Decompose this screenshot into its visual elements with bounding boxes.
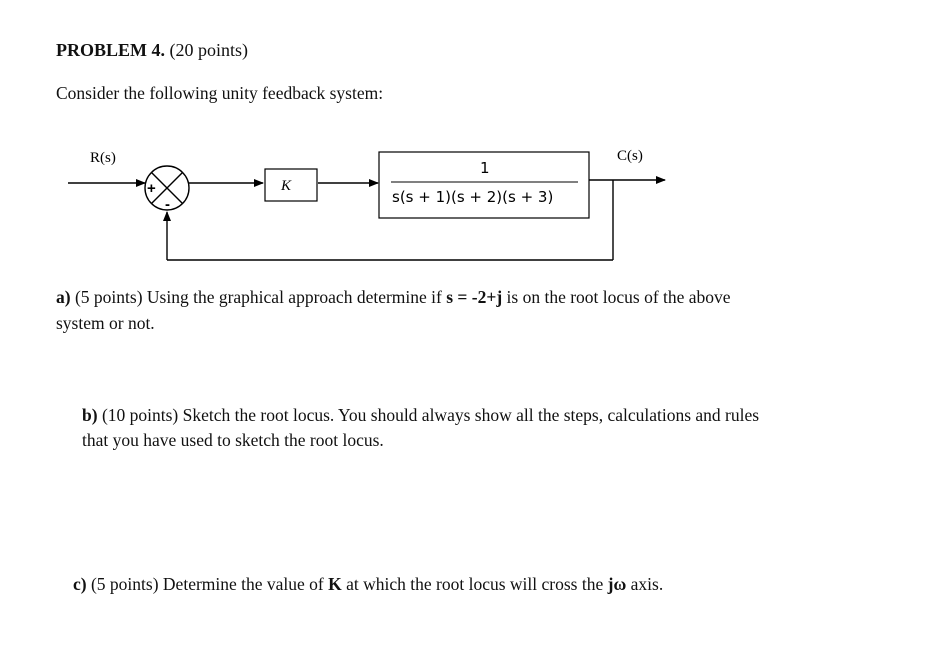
- plant-numerator: 1: [480, 159, 490, 177]
- part-a-value: s = -2+j: [446, 287, 503, 307]
- gain-label: K: [281, 178, 292, 194]
- part-c-text-3: axis.: [626, 574, 664, 594]
- part-c-label: c): [73, 574, 87, 594]
- part-a-line-1: [56, 287, 731, 308]
- plus-sign: +: [147, 180, 156, 197]
- problem-label: PROBLEM 4.: [56, 40, 166, 60]
- part-a-text-1: (5 points) Using the graphical approach determine if: [70, 287, 447, 307]
- problem-points: (20 points): [169, 40, 249, 60]
- part-c-k: K: [328, 574, 342, 594]
- part-b-line-1: [82, 405, 759, 426]
- minus-sign: -: [165, 196, 170, 213]
- part-a-line-2: system or not.: [56, 313, 155, 333]
- part-a-text-2: is on the root locus of the above: [502, 287, 731, 307]
- part-c-line: [73, 574, 663, 595]
- plant-denominator: s(s + 1)(s + 2)(s + 3): [392, 188, 554, 206]
- input-label: R(s): [90, 150, 116, 166]
- output-label: C(s): [617, 148, 643, 164]
- intro-text: Consider the following unity feedback system:: [56, 83, 384, 103]
- part-b-line-2: that you have used to sketch the root locus.: [82, 430, 384, 450]
- part-a-label: a): [56, 287, 71, 307]
- part-c-text-1: (5 points) Determine the value of: [86, 574, 329, 594]
- part-b-text-1: (10 points) Sketch the root locus. You should always show all the steps, calculations and rules: [97, 405, 760, 425]
- part-c-jw: jω: [607, 574, 627, 594]
- part-c-text-2: at which the root locus will cross the: [341, 574, 608, 594]
- part-b-label: b): [82, 405, 98, 425]
